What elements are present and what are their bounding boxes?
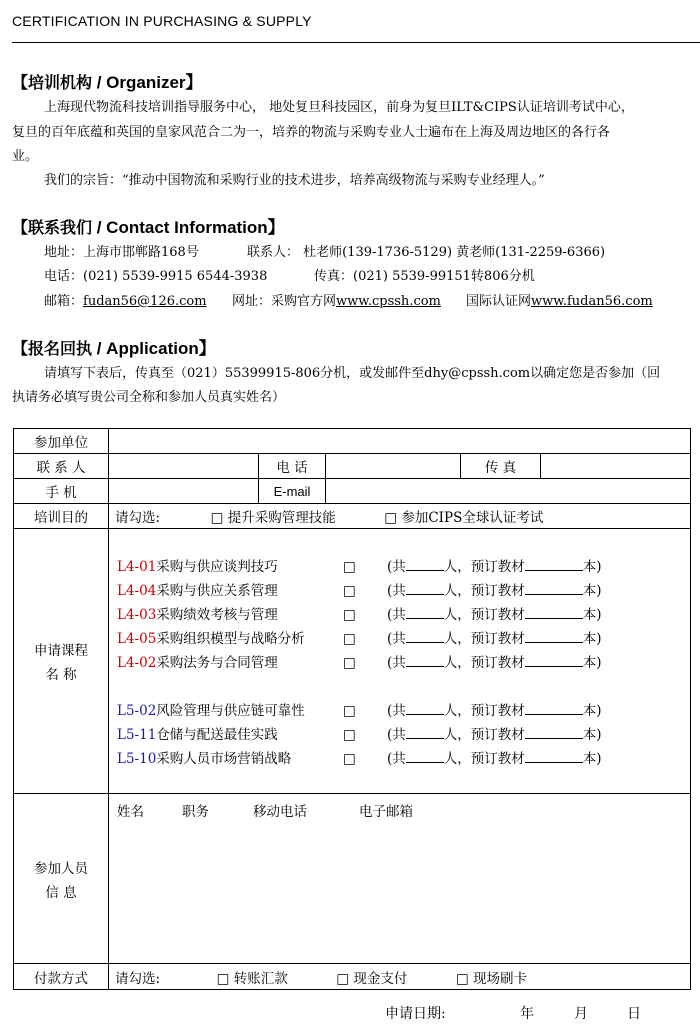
people-count-blank[interactable] (406, 700, 444, 715)
purpose-cell (109, 504, 691, 529)
contact-person-label: 联 系 人 (14, 454, 109, 479)
people-count-blank[interactable] (406, 556, 444, 571)
unit-field[interactable] (109, 429, 691, 454)
course-count (387, 579, 602, 603)
count-mid: 人，预订教材 (443, 655, 525, 671)
course-row (117, 555, 684, 579)
count-prefix: (共 (387, 727, 406, 743)
email-field[interactable] (326, 479, 691, 504)
date-day: 日 (627, 1006, 641, 1022)
book-count-blank[interactable] (525, 604, 583, 619)
course-label (14, 529, 109, 794)
count-suffix: 本) (582, 703, 602, 719)
participant-col-name: 姓名 (117, 804, 144, 820)
purpose-option-cips[interactable]: □ 参加CIPS全球认证考试 (384, 510, 544, 526)
contact-person-field[interactable] (109, 454, 259, 479)
course-checkbox[interactable]: □ (343, 559, 356, 575)
count-suffix: 本) (582, 655, 602, 671)
course-count (387, 627, 602, 651)
unit-label: 参加单位 (14, 429, 109, 454)
phone-label: 电 话 (259, 454, 326, 479)
contact-email-label: 邮箱： (44, 294, 84, 309)
book-count-blank[interactable] (525, 628, 583, 643)
course-code: L4-04 (117, 583, 157, 599)
participants-label (14, 794, 109, 964)
payment-option-transfer[interactable]: □ 转账汇款 (216, 970, 288, 987)
date-label: 申请日期: (385, 1006, 446, 1022)
course-checkbox[interactable]: □ (343, 751, 356, 767)
participant-col-title: 职务 (182, 804, 209, 820)
header-rule (12, 42, 700, 43)
course-checkbox[interactable]: □ (343, 631, 356, 647)
course-label-line1: 申请课程 (34, 643, 88, 659)
contact-heading-cn: 【联系我们 (12, 218, 93, 237)
application-heading (12, 334, 216, 359)
course-name: 仓储与配送最佳实践 (156, 727, 278, 743)
organizer-p1-line3: 业。 (12, 149, 39, 164)
contact-heading-en: / Contact Information】 (92, 218, 285, 237)
contact-phone: 电话：(021) 5539-9915 6544-3938 (44, 269, 268, 284)
date-year: 年 (520, 1006, 534, 1022)
count-prefix: (共 (387, 607, 406, 623)
course-row (117, 627, 684, 651)
count-prefix: (共 (387, 655, 406, 671)
course-row (117, 699, 684, 723)
purpose-label: 培训目的 (14, 504, 109, 529)
course-name: 采购与供应关系管理 (156, 583, 278, 599)
book-count-blank[interactable] (525, 652, 583, 667)
course-row (117, 747, 684, 771)
book-count-blank[interactable] (525, 724, 583, 739)
count-mid: 人，预订教材 (443, 583, 525, 599)
contact-heading (12, 213, 285, 238)
application-form (13, 428, 691, 990)
course-code: L4-05 (117, 631, 157, 647)
book-count-blank[interactable] (525, 580, 583, 595)
course-code: L5-10 (117, 751, 157, 767)
course-code: L5-11 (117, 727, 157, 743)
course-code: L4-01 (117, 559, 157, 575)
count-mid: 人，预订教材 (443, 631, 525, 647)
count-prefix: (共 (387, 631, 406, 647)
email-label: E-mail (259, 479, 326, 504)
mobile-field[interactable] (109, 479, 259, 504)
count-prefix: (共 (387, 703, 406, 719)
count-suffix: 本) (582, 583, 602, 599)
contact-intl-link[interactable]: www.fudan56.com (531, 294, 653, 309)
course-list-l4 (117, 555, 684, 675)
course-checkbox[interactable]: □ (343, 607, 356, 623)
fax-field[interactable] (541, 454, 691, 479)
contact-email-line (44, 290, 207, 309)
course-name: 采购人员市场营销战略 (156, 751, 292, 767)
people-count-blank[interactable] (406, 580, 444, 595)
count-prefix: (共 (387, 583, 406, 599)
application-note-line2: 执请务必填写贵公司全称和参加人员真实姓名） (12, 390, 286, 405)
date-month: 月 (574, 1006, 588, 1022)
course-checkbox[interactable]: □ (343, 703, 356, 719)
course-checkbox[interactable]: □ (343, 655, 356, 671)
book-count-blank[interactable] (525, 748, 583, 763)
count-prefix: (共 (387, 559, 406, 575)
count-mid: 人，预订教材 (443, 751, 525, 767)
course-name: 采购绩效考核与管理 (156, 607, 278, 623)
people-count-blank[interactable] (406, 748, 444, 763)
application-heading-en: / Application】 (92, 339, 216, 358)
fax-label: 传 真 (461, 454, 541, 479)
contact-fax: 传真：(021) 5539-99151转806分机 (314, 269, 535, 284)
organizer-p1-line1: 上海现代物流科技培训指导服务中心， 地处复旦科技园区，前身为复旦ILT&CIPS认证培训考试中心， (44, 100, 634, 115)
count-mid: 人，预订教材 (443, 703, 525, 719)
course-code: L4-03 (117, 607, 157, 623)
contact-intl-line (466, 290, 653, 309)
course-count (387, 651, 602, 675)
course-count (387, 723, 602, 747)
course-checkbox[interactable]: □ (343, 727, 356, 743)
contact-intl-label: 国际认证网 (466, 294, 532, 309)
contact-person: 联系人： 杜老师(139-1736-5129) 黄老师(131-2259-6366) (247, 245, 606, 260)
course-count (387, 603, 602, 627)
course-name: 风险管理与供应链可靠性 (156, 703, 305, 719)
people-count-blank[interactable] (406, 652, 444, 667)
contact-site-line (232, 290, 441, 309)
course-checkbox[interactable]: □ (343, 583, 356, 599)
organizer-mission: 我们的宗旨：“推动中国物流和采购行业的技术进步，培养高级物流与采购专业经理人。” (44, 173, 545, 188)
count-prefix: (共 (387, 751, 406, 767)
purpose-prompt: 请勾选: (115, 510, 161, 526)
participants-label-line1: 参加人员 (34, 860, 88, 877)
count-suffix: 本) (582, 751, 602, 767)
application-heading-cn: 【报名回执 (12, 339, 93, 358)
count-mid: 人，预订教材 (443, 559, 525, 575)
people-count-blank[interactable] (406, 628, 444, 643)
count-suffix: 本) (582, 631, 602, 647)
count-suffix: 本) (582, 727, 602, 743)
organizer-p1-line2: 复旦的百年底蕴和英国的皇家风范合二为一，培养的物流与采购专业人士遍布在上海及周边地区的各行各 (12, 125, 611, 140)
book-count-blank[interactable] (525, 700, 583, 715)
count-mid: 人，预订教材 (443, 727, 525, 743)
people-count-blank[interactable] (406, 724, 444, 739)
organizer-heading-en: / Organizer】 (92, 73, 203, 92)
course-count (387, 747, 602, 771)
course-row (117, 603, 684, 627)
organizer-heading-cn: 【培训机构 (12, 73, 93, 92)
organizer-heading (12, 68, 203, 93)
book-count-blank[interactable] (525, 556, 583, 571)
course-count (387, 699, 602, 723)
contact-site-label: 网址：采购官方网 (232, 294, 337, 309)
course-row (117, 723, 684, 747)
course-code: L4-02 (117, 655, 157, 671)
count-mid: 人，预订教材 (443, 607, 525, 623)
course-row (117, 579, 684, 603)
course-name: 采购法务与合同管理 (156, 655, 278, 671)
count-suffix: 本) (582, 559, 602, 575)
count-suffix: 本) (582, 607, 602, 623)
payment-option-card[interactable]: □ 现场刷卡 (455, 970, 527, 987)
contact-address: 地址：上海市邯郸路168号 (44, 245, 199, 260)
course-code: L5-02 (117, 703, 157, 719)
course-label-line2: 名 称 (45, 667, 77, 683)
mobile-label: 手 机 (14, 479, 109, 504)
course-list-l5 (117, 699, 684, 771)
payment-label: 付款方式 (14, 964, 109, 990)
payment-option-cash[interactable]: □ 现金支付 (336, 970, 408, 987)
course-cell (109, 529, 691, 794)
application-note-line1: 请填写下表后，传真至（021）55399915-806分机，或发邮件至dhy@cpssh.com以确定您是否参加（回 (44, 366, 661, 381)
people-count-blank[interactable] (406, 604, 444, 619)
participants-label-line2: 信 息 (45, 884, 77, 901)
payment-prompt: 请勾选: (115, 970, 161, 987)
participants-cell[interactable] (109, 794, 691, 964)
purpose-option-skill[interactable]: □ 提升采购管理技能 (210, 510, 336, 526)
page-header-title: CERTIFICATION IN PURCHASING & SUPPLY (12, 13, 312, 29)
phone-field[interactable] (326, 454, 461, 479)
course-name: 采购与供应谈判技巧 (156, 559, 278, 575)
course-name: 采购组织模型与战略分析 (156, 631, 305, 647)
participant-col-mobile: 移动电话 (253, 804, 307, 820)
payment-cell (109, 964, 691, 990)
contact-site-link[interactable]: www.cpssh.com (336, 294, 441, 309)
contact-email-link[interactable]: fudan56@126.com (83, 294, 207, 309)
course-count (387, 555, 602, 579)
participant-col-email: 电子邮箱 (359, 804, 413, 820)
course-row (117, 651, 684, 675)
